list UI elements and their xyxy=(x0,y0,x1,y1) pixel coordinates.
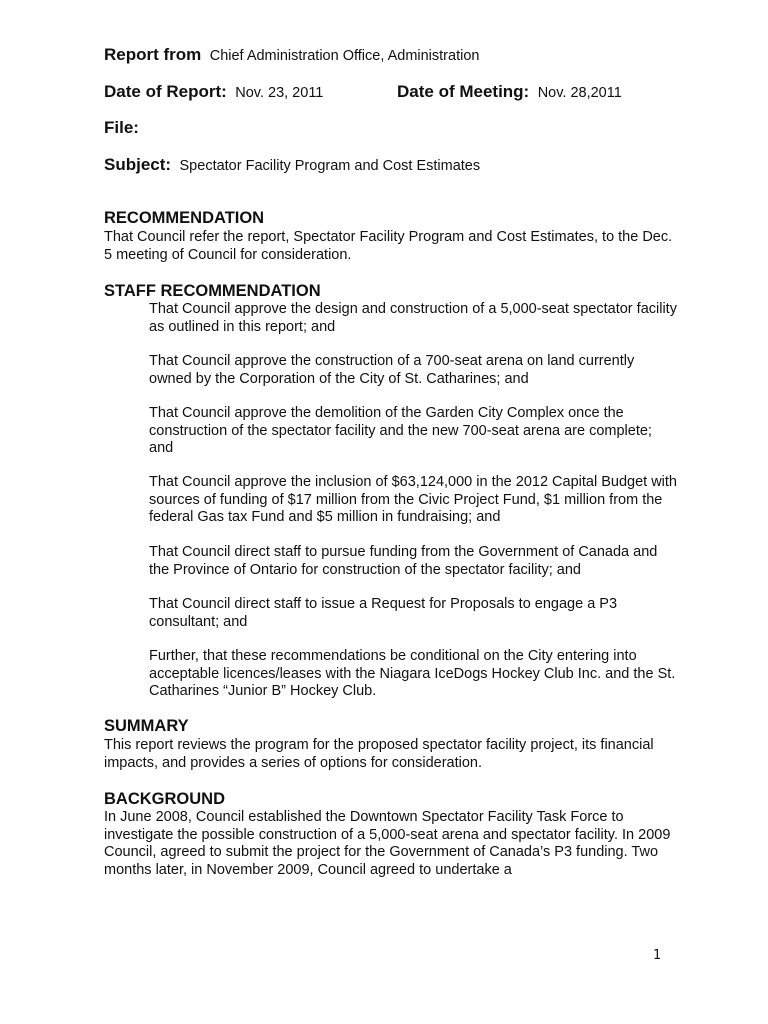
staff-recommendation-item: That Council approve the design and construction of a 5,000-seat spectator facility as outlined in this report; and xyxy=(149,301,677,335)
staff-recommendation-item: That Council approve the demolition of the Garden City Complex once the construction of the spectator facility and the new 700-seat arena are complete; and xyxy=(149,405,652,456)
summary-text: This report reviews the program for the proposed spectator facility project, its financial impacts, and provides a series of options for consideration. xyxy=(104,737,654,771)
date-of-report-label: Date of Report: xyxy=(104,82,227,101)
report-from-label: Report from xyxy=(104,45,202,64)
report-from-line xyxy=(104,45,479,65)
recommendation-text: That Council refer the report, Spectator Facility Program and Cost Estimates, to the Dec. 5 meeting of Council for consideration. xyxy=(104,229,673,263)
file-line xyxy=(104,118,139,138)
subject-label: Subject: xyxy=(104,155,172,174)
date-of-report-line xyxy=(104,82,323,102)
staff-recommendation-heading: STAFF RECOMMENDATION xyxy=(104,282,321,300)
date-of-meeting-line xyxy=(397,82,622,102)
subject-value: Spectator Facility Program and Cost Estimates xyxy=(179,158,481,174)
recommendation-heading: RECOMMENDATION xyxy=(104,209,265,227)
staff-recommendation-item: That Council direct staff to pursue funding from the Government of Canada and the Province of Ontario for construction of the spectator facility; and xyxy=(149,544,658,578)
summary-heading: SUMMARY xyxy=(104,717,189,735)
subject-line xyxy=(104,155,480,175)
page-number: 1 xyxy=(653,948,662,963)
date-of-meeting-label: Date of Meeting: xyxy=(397,82,530,101)
report-from-value: Chief Administration Office, Administration xyxy=(209,48,480,64)
date-of-report-value: Nov. 23, 2011 xyxy=(235,85,324,101)
staff-recommendation-item: Further, that these recommendations be conditional on the City entering into acceptable licences/leases with the Niagara IceDogs Hockey Club Inc. and the St. Catharines “Junior B” Hockey Club. xyxy=(149,648,676,699)
staff-recommendation-item: That Council approve the construction of a 700-seat arena on land currently owned by the Corporation of the City of St. Catharines; and xyxy=(149,353,635,387)
staff-recommendation-item: That Council direct staff to issue a Request for Proposals to engage a P3 consultant; and xyxy=(149,596,618,630)
staff-recommendation-item: That Council approve the inclusion of $63,124,000 in the 2012 Capital Budget with sources of funding of $17 million from the Civic Project Fund, $1 million from the federal Gas tax Fund and $5 million in fundraising; and xyxy=(149,474,677,525)
date-of-meeting-value: Nov. 28,2011 xyxy=(537,85,622,101)
background-heading: BACKGROUND xyxy=(104,790,225,808)
file-label: File: xyxy=(104,118,139,137)
background-text: In June 2008, Council established the Downtown Spectator Facility Task Force to investigate the possible construction of a 5,000-seat arena and spectator facility. In 2009 Council, agreed to submit the project for the Government of Canada’s P3 funding. Two months later, in November 2009, Council agreed to undertake a xyxy=(104,809,671,878)
